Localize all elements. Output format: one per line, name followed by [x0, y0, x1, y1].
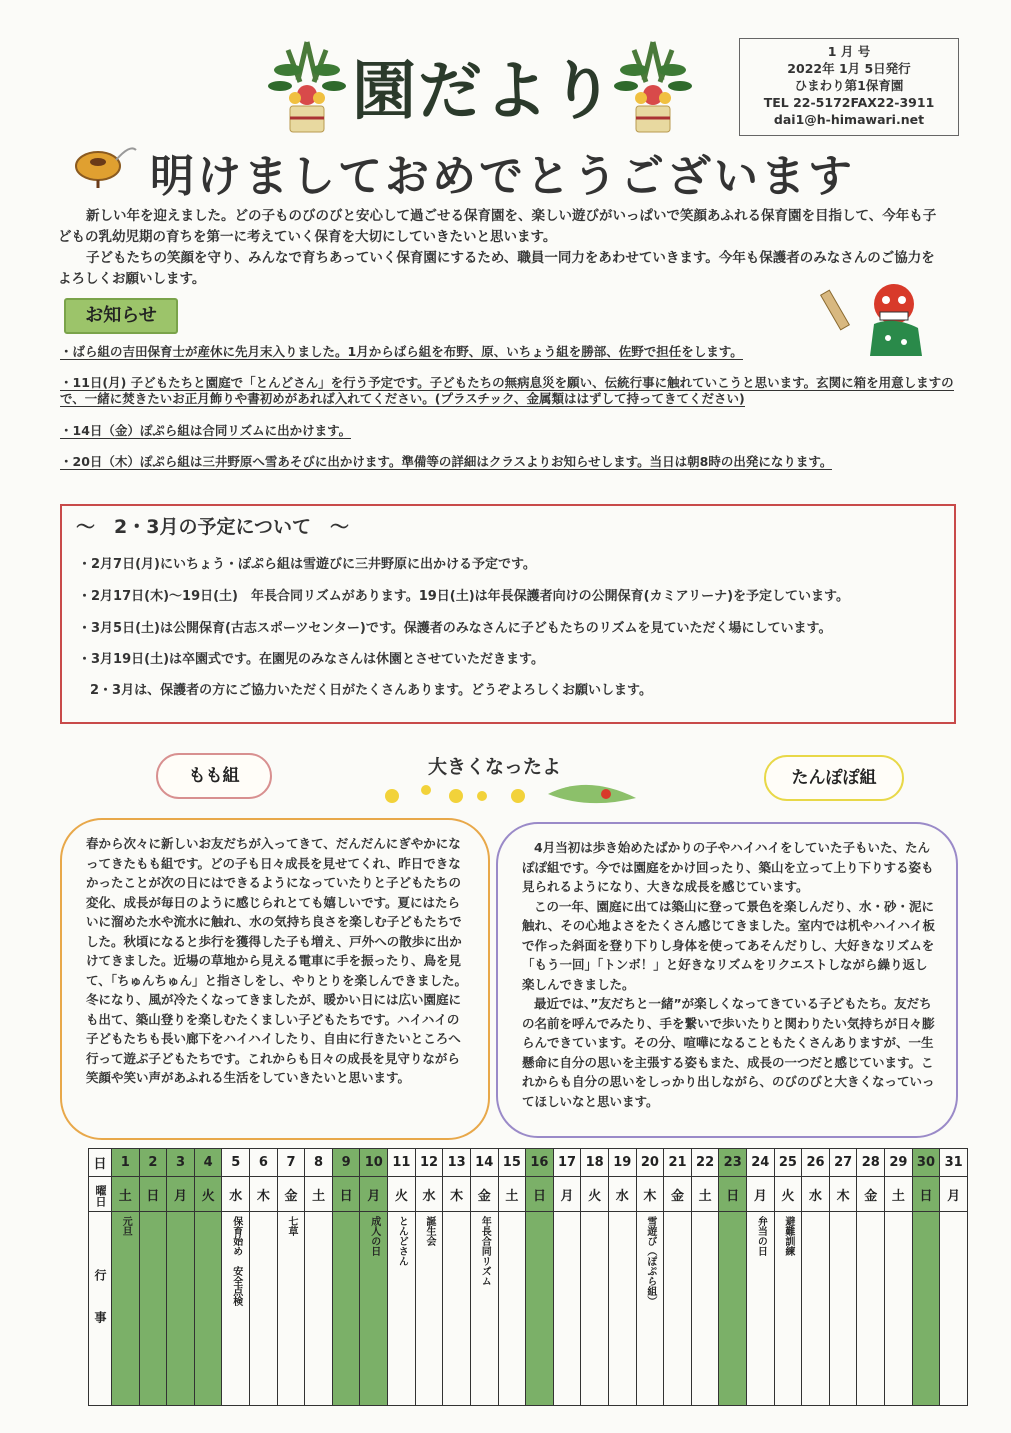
calendar-event-cell [774, 1212, 802, 1406]
momo-class-bubble: もも組 [156, 753, 272, 799]
schedule-line: ・3月5日(土)は公開保育(古志スポーツセンター)です。保護者のみなさんに子どもたちのリズムを見ていただく場にしています。 [78, 621, 832, 636]
calendar-weekday-row [89, 1177, 968, 1212]
calendar-weekday-cell: 月 [360, 1177, 388, 1212]
calendar-event-cell [608, 1212, 636, 1406]
calendar-event-cell [885, 1212, 913, 1406]
calendar-weekday-cell: 月 [167, 1177, 195, 1212]
calendar-day-cell: 31 [940, 1149, 968, 1177]
calendar-day-cell: 30 [912, 1149, 940, 1177]
calendar-event-text: 誕生会 [424, 1216, 435, 1246]
calendar-day-cell: 22 [691, 1149, 719, 1177]
schedule-line: 2・3月は、保護者の方にご協力いただく日がたくさんあります。どうぞよろしくお願いします。 [90, 683, 653, 698]
calendar-event-cell [719, 1212, 747, 1406]
calendar-weekday-cell: 日 [912, 1177, 940, 1212]
calendar-event-text: 弁当の日 [755, 1216, 767, 1256]
calendar-event-cell [940, 1212, 968, 1406]
calendar-event-text: 元旦 [120, 1216, 132, 1236]
calendar-day-cell: 2 [139, 1149, 167, 1177]
calendar-weekday-cell: 水 [415, 1177, 443, 1212]
calendar-weekday-cell: 水 [222, 1177, 250, 1212]
calendar-event-cell [498, 1212, 526, 1406]
kadomatsu-right-icon [614, 40, 692, 136]
calendar-event-cell [526, 1212, 554, 1406]
growth-heading: 大きくなったよ [428, 756, 562, 778]
calendar-event-cell [829, 1212, 857, 1406]
calendar-event-cell [470, 1212, 498, 1406]
notice-item: ・20日（木）ぽぷら組は三井野原へ雪あそびに出かけます。準備等の詳細はクラスよりお知らせします。当日は朝8時の出発になります。 [60, 454, 833, 469]
calendar-event-cell [415, 1212, 443, 1406]
calendar-day-cell: 16 [526, 1149, 554, 1177]
calendar-weekday-cell: 月 [940, 1177, 968, 1212]
calendar-day-row [89, 1149, 968, 1177]
calendar-event-text: 年長合同リズム [479, 1216, 491, 1286]
calendar-event-cell [747, 1212, 775, 1406]
calendar-event-row [89, 1212, 968, 1406]
calendar-day-cell: 14 [470, 1149, 498, 1177]
issue-info-box [739, 38, 959, 136]
calendar-weekday-cell: 金 [470, 1177, 498, 1212]
calendar-weekday-cell: 月 [747, 1177, 775, 1212]
calendar-day-cell: 21 [664, 1149, 692, 1177]
notice-item: ・ばら組の吉田保育士が産休に先月末入りました。1月からばら組を布野、原、いちょう組を勝部、佐野で担任をします。 [60, 344, 743, 359]
schedule-line: ・2月7日(月)にいちょう・ぽぷら組は雪遊びに三井野原に出かける予定です。 [78, 557, 536, 572]
day-row-label: 日 [89, 1149, 112, 1177]
flowers-leaf-icon [378, 776, 642, 810]
calendar-day-cell: 11 [388, 1149, 416, 1177]
calendar-event-cell [360, 1212, 388, 1406]
calendar-weekday-cell: 水 [802, 1177, 830, 1212]
calendar-weekday-cell: 日 [719, 1177, 747, 1212]
tanpopo-story-p3: 最近では、”友だちと一緒”が楽しくなってきている子どもたち。友だちの名前を呼んでみたり、手を繋いで歩いたりと関わりたい気持ちが日々膨らんできています。その分、喧嘩になることもたくさんありますが、一生懸命に自分の思いを主張する姿もまた、成長の一つだと感じています。これからも自分の思いをしっかり出しながら、のびのびと大きくなっていってほしいなと思います。 [522, 996, 935, 1109]
calendar-event-cell [664, 1212, 692, 1406]
issue-date: 2022年 1月 5日発行 [787, 61, 911, 76]
calendar-event-cell [112, 1212, 140, 1406]
calendar-day-cell: 18 [581, 1149, 609, 1177]
calendar-weekday-cell: 金 [277, 1177, 305, 1212]
calendar-day-cell: 12 [415, 1149, 443, 1177]
tanpopo-story-p2: この一年、園庭に出ては築山に登って景色を楽しんだり、水・砂・泥に触れ、その心地よさをたくさん感じてきました。室内では机やハイハイ板で作った斜面を登り下りし身体を使ってあそんだりし、大好きなリズムを「もう一回」「トンボ！」と好きなリズムをリクエストしながら繰り返し楽しんできました。 [522, 898, 936, 992]
calendar-day-cell: 6 [250, 1149, 278, 1177]
intro-paragraph: 新しい年を迎えました。どの子ものびのびと安心して過ごせる保育園を、楽しい遊びがいっぱいで笑顔あふれる保育園を目指して、今年も子どもの乳幼児期の育ちを第一に考えていく保育を大切にしていきたいと思います。 [58, 208, 937, 245]
calendar-event-cell [691, 1212, 719, 1406]
calendar-day-cell: 9 [332, 1149, 360, 1177]
calendar-day-cell: 29 [885, 1149, 913, 1177]
issue-number: 1 月 号 [827, 44, 871, 59]
calendar-day-cell: 25 [774, 1149, 802, 1177]
calendar-event-cell [443, 1212, 471, 1406]
calendar-day-cell: 28 [857, 1149, 885, 1177]
weekday-row-label: 曜日 [89, 1177, 112, 1212]
calendar-event-cell [305, 1212, 333, 1406]
new-year-greeting: 明けましておめでとうございます [150, 151, 855, 202]
newsletter-title: 園だより [352, 55, 616, 129]
calendar-day-cell: 24 [747, 1149, 775, 1177]
calendar-day-cell: 17 [553, 1149, 581, 1177]
calendar-weekday-cell: 土 [112, 1177, 140, 1212]
spinning-top-icon [70, 140, 142, 192]
calendar-weekday-cell: 日 [139, 1177, 167, 1212]
intro-text [58, 206, 948, 290]
calendar-event-cell [277, 1212, 305, 1406]
monthly-calendar [88, 1148, 968, 1406]
notice-item: ・11日(月) 子どもたちと園庭で「とんどさん」を行う予定です。子どもたちの無病息災を願い、伝統行事に触れていこうと思います。玄関に箱を用意しますので、一緒に焚きたいお正月飾りや書初めがあれば入れてください。(プラスチック、金属類ははずして持ってきてください) [60, 375, 954, 406]
calendar-weekday-cell: 木 [250, 1177, 278, 1212]
calendar-weekday-cell: 火 [581, 1177, 609, 1212]
calendar-event-cell [194, 1212, 222, 1406]
calendar-weekday-cell: 金 [664, 1177, 692, 1212]
calendar-weekday-cell: 火 [388, 1177, 416, 1212]
notice-item: ・14日（金）ぽぷら組は合同リズムに出かけます。 [60, 423, 352, 438]
calendar-event-text: 保育始め 安全点検 [230, 1216, 242, 1306]
contact-email: dai1@h-himawari.net [773, 112, 925, 127]
calendar-event-text: 避難訓練 [782, 1216, 794, 1256]
calendar-day-cell: 20 [636, 1149, 664, 1177]
calendar-weekday-cell: 火 [774, 1177, 802, 1212]
calendar-day-cell: 5 [222, 1149, 250, 1177]
calendar-weekday-cell: 金 [857, 1177, 885, 1212]
calendar-weekday-cell: 月 [553, 1177, 581, 1212]
notice-heading: お知らせ [64, 298, 178, 334]
calendar-day-cell: 23 [719, 1149, 747, 1177]
calendar-event-cell [332, 1212, 360, 1406]
calendar-day-cell: 13 [443, 1149, 471, 1177]
calendar-event-cell [250, 1212, 278, 1406]
calendar-day-cell: 27 [829, 1149, 857, 1177]
school-name: ひまわり第1保育園 [794, 78, 904, 93]
momo-story-text: 春から次々に新しいお友だちが入ってきて、だんだんにぎやかになってきたもも組です。どの子も日々成長を見せてくれ、昨日できなかったことが次の日にはできるようになっていたりと子どもたちの変化、成長が毎日のように感じられとても嬉しいです。夏にはたらいに溜めた水や流水に触れ、水の気持ち良さを楽しむ子どもたちでした。秋頃になると歩行を獲得した子も増え、戸外への散歩に出かけてきました。近場の草地から見える電車に手を振ったり、鳥を見て、「ちゅんちゅん」と指さしをし、やりとりを楽しんできました。冬になり、風が冷たくなってきましたが、暖かい日には広い園庭にも出て、築山登りを楽しむたくましい子どもたちです。ハイハイの子どもたちも長い廊下をハイハイしたり、自由に行きたいところへ行って遊ぶ子どもたちです。これからも日々の成長を見守りながら笑顔や笑い声があふれる生活をしていきたいと思います。 [86, 836, 468, 1085]
calendar-weekday-cell: 土 [691, 1177, 719, 1212]
calendar-day-cell: 3 [167, 1149, 195, 1177]
tanpopo-class-bubble: たんぽぽ組 [764, 755, 904, 801]
calendar-day-cell: 7 [277, 1149, 305, 1177]
calendar-day-cell: 4 [194, 1149, 222, 1177]
momo-story-box [60, 818, 490, 1140]
calendar-event-cell [222, 1212, 250, 1406]
calendar-event-cell [636, 1212, 664, 1406]
calendar-event-cell [139, 1212, 167, 1406]
calendar-weekday-cell: 火 [194, 1177, 222, 1212]
schedule-line: ・3月19日(土)は卒園式です。在園児のみなさんは休園とさせていただきます。 [78, 652, 544, 667]
tanpopo-story-p1: 4月当初は歩き始めたばかりの子やハイハイをしていた子もいた、たんぽぽ組です。今では園庭をかけ回ったり、築山を立って上り下りする姿も見られるようになり、大きな成長を感じています。 [522, 840, 934, 894]
calendar-weekday-cell: 日 [332, 1177, 360, 1212]
calendar-day-cell: 26 [802, 1149, 830, 1177]
calendar-day-cell: 1 [112, 1149, 140, 1177]
calendar-event-cell [553, 1212, 581, 1406]
intro-paragraph: 子どもたちの笑顔を守り、みんなで育ちあっていく保育園にするため、職員一同力をあわせていきます。今年も保護者のみなさんのご協力をよろしくお願いします。 [58, 250, 935, 287]
calendar-weekday-cell: 日 [526, 1177, 554, 1212]
calendar-weekday-cell: 土 [498, 1177, 526, 1212]
calendar-weekday-cell: 木 [636, 1177, 664, 1212]
schedule-title: ～ 2・3月の予定について ～ [76, 516, 350, 538]
calendar-event-cell [912, 1212, 940, 1406]
event-row-label: 行事 [89, 1212, 112, 1406]
calendar-event-cell [802, 1212, 830, 1406]
calendar-event-text: 成人の日 [368, 1216, 380, 1256]
calendar-event-cell [857, 1212, 885, 1406]
calendar-event-cell [388, 1212, 416, 1406]
calendar-event-cell [581, 1212, 609, 1406]
calendar-event-cell [167, 1212, 195, 1406]
contact-phone: TEL 22-5172FAX22-3911 [763, 95, 935, 110]
calendar-event-text: 雪遊び（ぽぷら組） [644, 1216, 656, 1306]
calendar-day-cell: 19 [608, 1149, 636, 1177]
calendar-weekday-cell: 水 [608, 1177, 636, 1212]
tanpopo-story-box [496, 822, 958, 1138]
calendar-event-text: とんどさん [396, 1216, 408, 1266]
kadomatsu-left-icon [268, 40, 346, 136]
calendar-event-text: 七草 [285, 1216, 297, 1236]
calendar-weekday-cell: 土 [885, 1177, 913, 1212]
calendar-weekday-cell: 木 [829, 1177, 857, 1212]
calendar-day-cell: 15 [498, 1149, 526, 1177]
calendar-weekday-cell: 土 [305, 1177, 333, 1212]
schedule-line: ・2月17日(木)～19日(土) 年長合同リズムがあります。19日(土)は年長保護者向けの公開保育(カミアリーナ)を予定しています。 [78, 589, 849, 604]
calendar-day-cell: 10 [360, 1149, 388, 1177]
calendar-day-cell: 8 [305, 1149, 333, 1177]
calendar-weekday-cell: 木 [443, 1177, 471, 1212]
